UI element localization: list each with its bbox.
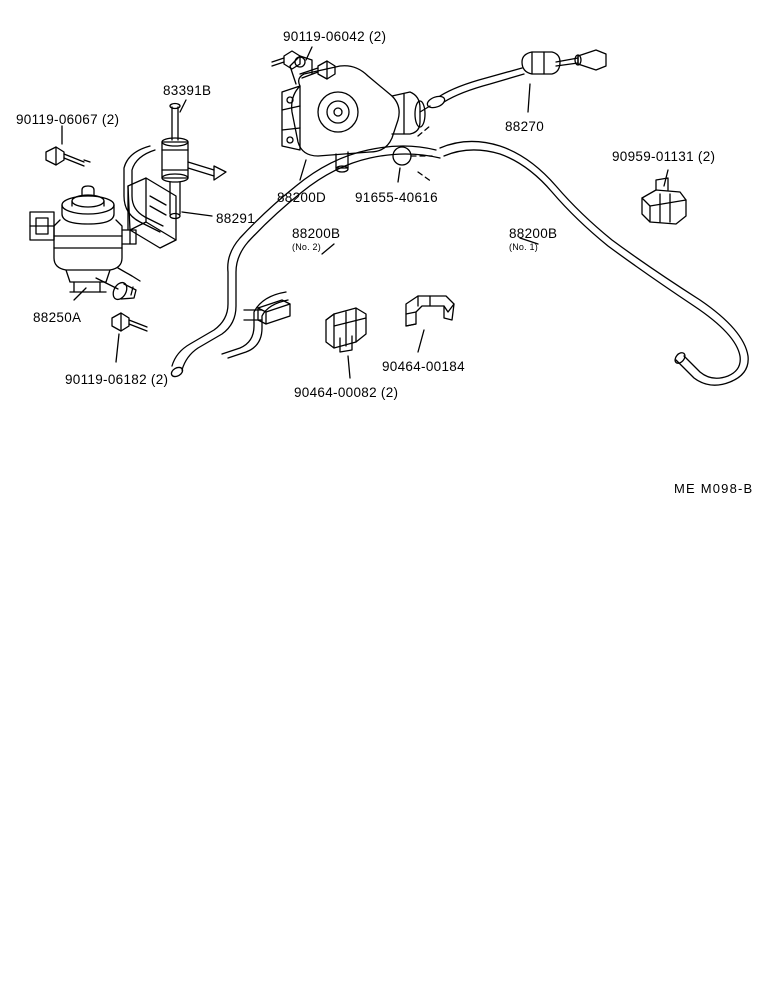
part-88291-rod bbox=[188, 162, 226, 180]
callout-text: 90464-00184 bbox=[382, 359, 465, 374]
callout-text: 90959-01131 (2) bbox=[612, 149, 716, 164]
callout-text: 88200B bbox=[509, 226, 558, 241]
part-90464-00082-clamp bbox=[326, 308, 366, 352]
callout-text: 88291 bbox=[216, 211, 256, 226]
callout-88200D bbox=[277, 190, 326, 205]
callout-88291 bbox=[216, 211, 255, 226]
part-90119-06182-bolt bbox=[112, 313, 147, 331]
callout-90119-06182 bbox=[65, 372, 168, 387]
hose-88200B-no2 bbox=[170, 146, 440, 378]
callout-90464-00082 bbox=[294, 385, 398, 400]
leader-90464-00184 bbox=[418, 330, 424, 352]
callout-text: 90464-00082 (2) bbox=[294, 385, 399, 400]
callout-text: 88200B bbox=[292, 226, 341, 241]
callout-subtext: (No. 1) bbox=[509, 242, 538, 252]
callout-90464-00184 bbox=[382, 359, 465, 374]
callout-text: 90119-06067 (2) bbox=[16, 112, 120, 127]
callout-88250A bbox=[33, 310, 81, 325]
leader-88250A bbox=[74, 288, 86, 300]
callout-text: 83391B bbox=[163, 83, 212, 98]
callout-text: 91655-40616 bbox=[355, 190, 438, 205]
callout-83391B bbox=[163, 83, 211, 98]
part-88270-cable bbox=[420, 50, 606, 112]
callout-90959-01131 bbox=[612, 149, 715, 164]
leader-91655-40616 bbox=[398, 168, 400, 182]
connector-mid-hose bbox=[258, 300, 290, 324]
diagram-code: ME M098-B bbox=[674, 481, 754, 496]
leader-88200D bbox=[300, 160, 306, 180]
callout-text: 90119-06182 (2) bbox=[65, 372, 169, 387]
callout-88200B-no1 bbox=[509, 226, 557, 252]
callout-88270 bbox=[505, 119, 544, 134]
callout-90119-06042 bbox=[283, 29, 386, 44]
callout-text: 90119-06042 (2) bbox=[283, 29, 387, 44]
leader-90119-06182 bbox=[116, 334, 119, 362]
part-83391B-switch bbox=[162, 104, 188, 219]
leader-88291 bbox=[182, 212, 212, 216]
callout-subtext: (No. 2) bbox=[292, 242, 321, 252]
callout-90119-06067 bbox=[16, 112, 119, 127]
callout-text: 88200D bbox=[277, 190, 327, 205]
callout-text: 88250A bbox=[33, 310, 82, 325]
leader-90464-00082 bbox=[348, 356, 350, 378]
leader-88270 bbox=[528, 84, 530, 112]
part-88291-bracket bbox=[128, 178, 176, 248]
leader-83391B bbox=[180, 100, 186, 112]
part-90119-06067-bolt bbox=[46, 147, 90, 166]
callout-88200B-no2 bbox=[292, 226, 340, 252]
leader-90119-06042 bbox=[306, 47, 312, 60]
callout-91655-40616 bbox=[355, 190, 438, 205]
part-88250A-assembly bbox=[30, 186, 140, 302]
part-90464-00184-clamp bbox=[406, 296, 454, 326]
hose-88200B-no1 bbox=[440, 141, 748, 385]
callout-text: 88270 bbox=[505, 119, 545, 134]
